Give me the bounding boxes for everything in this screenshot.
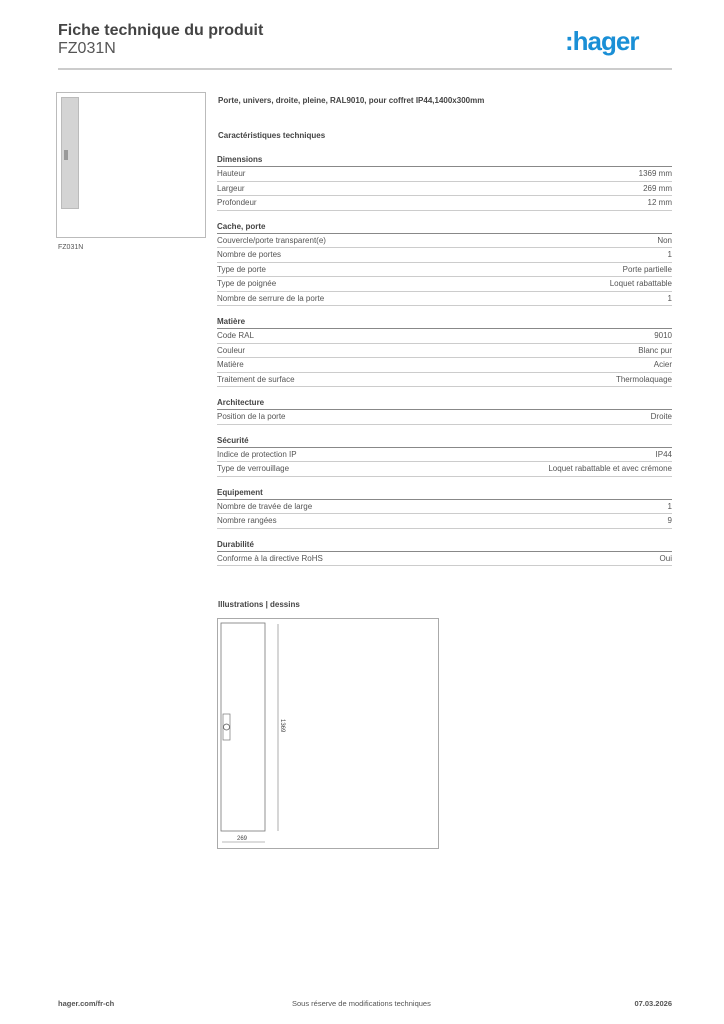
spec-label: Position de la porte bbox=[217, 412, 286, 421]
spec-row bbox=[217, 182, 672, 197]
spec-row bbox=[217, 263, 672, 278]
spec-value: Loquet rabattable bbox=[609, 279, 672, 288]
height-label: 1369 bbox=[279, 719, 285, 733]
spec-row bbox=[217, 292, 672, 307]
spec-value: Acier bbox=[653, 360, 672, 369]
footer-disclaimer: Sous réserve de modifications techniques bbox=[292, 999, 431, 1008]
spec-label: Matière bbox=[217, 360, 244, 369]
spec-row bbox=[217, 196, 672, 211]
spec-row bbox=[217, 552, 672, 567]
spec-label: Conforme à la directive RoHS bbox=[217, 553, 323, 563]
spec-value: 12 mm bbox=[647, 198, 672, 207]
section-heading: Durabilité bbox=[217, 537, 672, 552]
specs-table bbox=[217, 152, 672, 566]
spec-label: Code RAL bbox=[217, 331, 254, 340]
spec-value: Oui bbox=[659, 553, 672, 563]
spec-value: Droite bbox=[650, 412, 672, 421]
spec-label: Type de verrouillage bbox=[217, 464, 290, 473]
page-title: Fiche technique du produit bbox=[58, 22, 264, 39]
spec-label: Indice de protection IP bbox=[217, 449, 297, 459]
spec-value: Non bbox=[657, 235, 672, 245]
spec-value: 1369 mm bbox=[638, 169, 672, 178]
section-heading: Sécurité bbox=[217, 433, 672, 448]
drawing-svg bbox=[218, 619, 440, 850]
section-heading: Architecture bbox=[217, 395, 672, 410]
tech-title: Caractéristiques techniques bbox=[218, 131, 326, 140]
spec-row bbox=[217, 410, 672, 425]
spec-row bbox=[217, 373, 672, 388]
product-code: FZ031N bbox=[58, 40, 116, 57]
spec-label: Nombre de travée de large bbox=[217, 501, 313, 511]
product-image-caption: FZ031N bbox=[58, 244, 84, 251]
spec-value: 1 bbox=[667, 293, 672, 303]
spec-row bbox=[217, 234, 672, 249]
section-heading: Matière bbox=[217, 314, 672, 329]
spec-value: IP44 bbox=[655, 449, 672, 459]
spec-value: 1 bbox=[667, 250, 672, 259]
spec-label: Traitement de surface bbox=[217, 374, 295, 384]
spec-row bbox=[217, 329, 672, 344]
section-heading: Cache, porte bbox=[217, 219, 672, 234]
spec-label: Largeur bbox=[217, 183, 245, 193]
spec-label: Nombre rangées bbox=[217, 516, 277, 525]
footer-date: 07.03.2026 bbox=[634, 999, 672, 1008]
spec-value: 269 mm bbox=[643, 183, 672, 193]
spec-value: 1 bbox=[667, 501, 672, 511]
handle-image bbox=[64, 150, 68, 160]
spec-row bbox=[217, 462, 672, 477]
spec-label: Nombre de serrure de la porte bbox=[217, 293, 325, 303]
spec-value: 9 bbox=[667, 516, 672, 525]
section-heading: Equipement bbox=[217, 485, 672, 500]
spec-row bbox=[217, 344, 672, 359]
technical-drawing bbox=[217, 618, 439, 849]
spec-row bbox=[217, 167, 672, 182]
spec-row bbox=[217, 514, 672, 529]
spec-label: Couleur bbox=[217, 345, 246, 355]
spec-label: Type de porte bbox=[217, 264, 266, 274]
product-image bbox=[56, 92, 206, 238]
spec-value: Blanc pur bbox=[638, 345, 672, 355]
spec-row bbox=[217, 448, 672, 463]
spec-label: Type de poignée bbox=[217, 279, 277, 288]
footer-website[interactable]: hager.com/fr-ch bbox=[58, 999, 115, 1008]
width-label: 269 bbox=[237, 836, 248, 842]
spec-label: Couvercle/porte transparent(e) bbox=[217, 235, 326, 245]
spec-row bbox=[217, 358, 672, 373]
spec-row bbox=[217, 277, 672, 292]
spec-label: Hauteur bbox=[217, 169, 246, 178]
illustrations-title: Illustrations | dessins bbox=[218, 600, 300, 609]
spec-value: Loquet rabattable et avec crémone bbox=[548, 464, 672, 473]
section-heading: Dimensions bbox=[217, 152, 672, 167]
spec-label: Nombre de portes bbox=[217, 250, 282, 259]
spec-row bbox=[217, 248, 672, 263]
door-image bbox=[61, 97, 79, 209]
product-description: Porte, univers, droite, pleine, RAL9010, pour coffret IP44,1400x300mm bbox=[218, 96, 485, 105]
door-outline bbox=[221, 623, 265, 831]
handle-outline bbox=[223, 714, 230, 740]
spec-value: Porte partielle bbox=[622, 264, 672, 274]
spec-row bbox=[217, 500, 672, 515]
spec-value: Thermolaquage bbox=[615, 374, 672, 384]
hager-logo: :hager bbox=[565, 26, 639, 56]
spec-value: 9010 bbox=[654, 331, 672, 340]
header-divider bbox=[58, 68, 672, 70]
spec-label: Profondeur bbox=[217, 198, 257, 207]
lock-outline bbox=[224, 724, 230, 730]
